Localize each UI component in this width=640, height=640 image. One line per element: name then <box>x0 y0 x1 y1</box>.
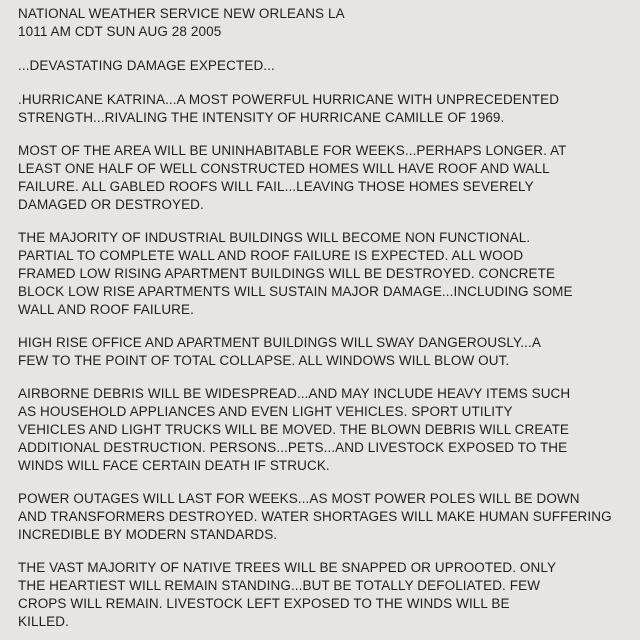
paragraph-line: BLOCK LOW RISE APARTMENTS WILL SUSTAIN MAJOR DAMAGE...INCLUDING SOME <box>18 284 573 299</box>
paragraph-line: WALL AND ROOF FAILURE. <box>18 302 194 317</box>
paragraph-line: AS HOUSEHOLD APPLIANCES AND EVEN LIGHT VEHICLES. SPORT UTILITY <box>18 404 513 419</box>
paragraph-high-rise <box>18 334 628 370</box>
paragraph-line: FRAMED LOW RISING APARTMENT BUILDINGS WILL BE DESTROYED. CONCRETE <box>18 266 556 281</box>
issuing-office: NATIONAL WEATHER SERVICE NEW ORLEANS LA <box>18 6 345 21</box>
paragraph-line: INCREDIBLE BY MODERN STANDARDS. <box>18 527 278 542</box>
paragraph-line: AND TRANSFORMERS DESTROYED. WATER SHORTAGES WILL MAKE HUMAN SUFFERING <box>18 509 612 524</box>
paragraph-line: STRENGTH...RIVALING THE INTENSITY OF HURRICANE CAMILLE OF 1969. <box>18 110 505 125</box>
paragraph-line: DAMAGED OR DESTROYED. <box>18 197 204 212</box>
paragraph-line: VEHICLES AND LIGHT TRUCKS WILL BE MOVED. THE BLOWN DEBRIS WILL CREATE <box>18 422 570 437</box>
paragraph-power <box>18 490 628 544</box>
paragraph-line: THE HEARTIEST WILL REMAIN STANDING...BUT BE TOTALLY DEFOLIATED. FEW <box>18 578 541 593</box>
paragraph-line: WINDS WILL FACE CERTAIN DEATH IF STRUCK. <box>18 458 330 473</box>
paragraph-line: FAILURE. ALL GABLED ROOFS WILL FAIL...LEAVING THOSE HOMES SEVERELY <box>18 179 534 194</box>
paragraph-homes <box>18 142 628 214</box>
paragraph-intro <box>18 91 628 127</box>
paragraph-line: ADDITIONAL DESTRUCTION. PERSONS...PETS...AND LIVESTOCK EXPOSED TO THE <box>18 440 568 455</box>
paragraph-line: POWER OUTAGES WILL LAST FOR WEEKS...AS MOST POWER POLES WILL BE DOWN <box>18 491 580 506</box>
paragraph-line: PARTIAL TO COMPLETE WALL AND ROOF FAILURE IS EXPECTED. ALL WOOD <box>18 248 524 263</box>
bulletin-headline <box>18 57 628 75</box>
paragraph-trees <box>18 559 628 631</box>
paragraph-line: CROPS WILL REMAIN. LIVESTOCK LEFT EXPOSED TO THE WINDS WILL BE <box>18 596 510 611</box>
paragraph-debris <box>18 385 628 475</box>
paragraph-line: HIGH RISE OFFICE AND APARTMENT BUILDINGS WILL SWAY DANGEROUSLY...A <box>18 335 541 350</box>
paragraph-line: THE VAST MAJORITY OF NATIVE TREES WILL BE SNAPPED OR UPROOTED. ONLY <box>18 560 557 575</box>
issue-time: 1011 AM CDT SUN AUG 28 2005 <box>18 24 222 39</box>
paragraph-line: THE MAJORITY OF INDUSTRIAL BUILDINGS WILL BECOME NON FUNCTIONAL. <box>18 230 531 245</box>
headline-text: ...DEVASTATING DAMAGE EXPECTED... <box>18 58 275 73</box>
paragraph-line: AIRBORNE DEBRIS WILL BE WIDESPREAD...AND MAY INCLUDE HEAVY ITEMS SUCH <box>18 386 571 401</box>
paragraph-line: FEW TO THE POINT OF TOTAL COLLAPSE. ALL WINDOWS WILL BLOW OUT. <box>18 353 510 368</box>
bulletin-header <box>18 5 628 41</box>
paragraph-line: KILLED. <box>18 614 69 629</box>
paragraph-line: LEAST ONE HALF OF WELL CONSTRUCTED HOMES WILL HAVE ROOF AND WALL <box>18 161 550 176</box>
paragraph-line: .HURRICANE KATRINA...A MOST POWERFUL HURRICANE WITH UNPRECEDENTED <box>18 92 560 107</box>
paragraph-line: MOST OF THE AREA WILL BE UNINHABITABLE FOR WEEKS...PERHAPS LONGER. AT <box>18 143 567 158</box>
paragraph-industrial <box>18 229 628 319</box>
